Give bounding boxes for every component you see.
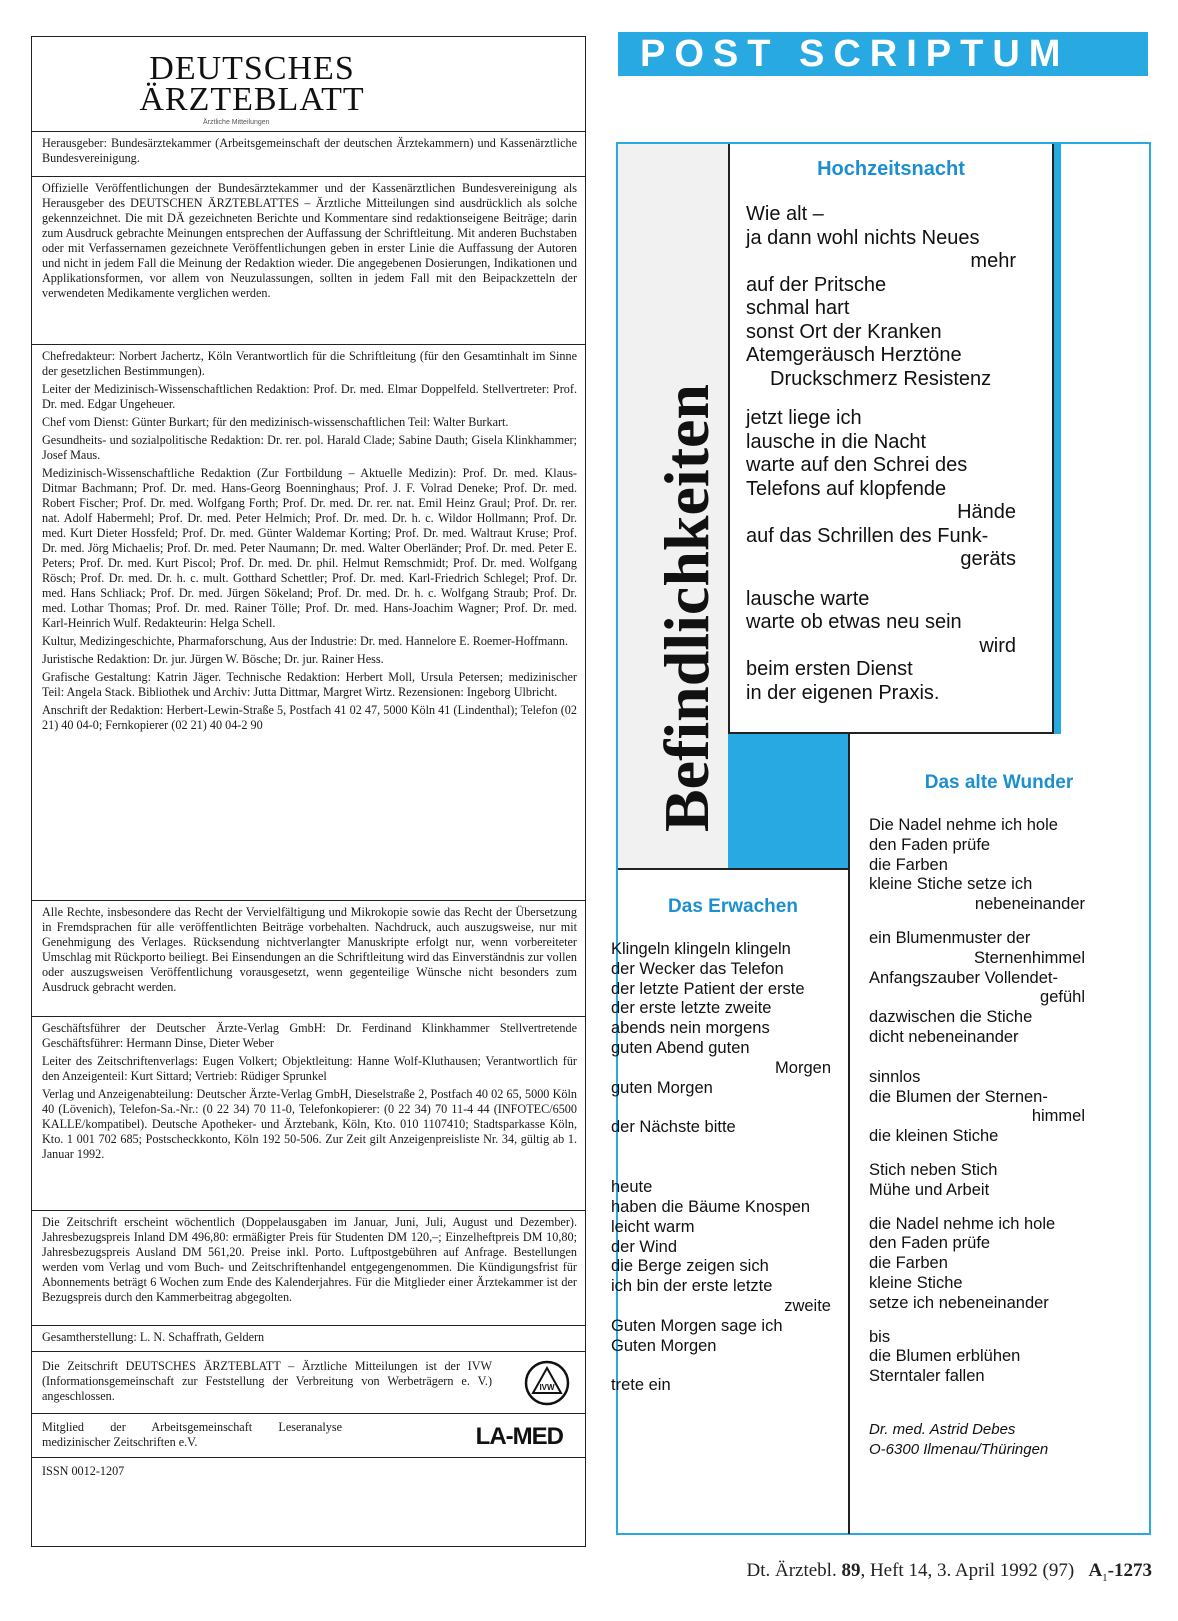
ivw-logo-icon [523,1359,571,1407]
rights-text: Alle Rechte, insbesondere das Recht der Vervielfältigung und Mikrokopie sowie das Recht der Übersetzung in Fremdsprachen für alle veröffentlichten Beiträge vorbehalten. Nachdruck, auch auszugsweise, nur mit Genehmigung des Verlages. Rücksendung nichtverlangter Manuskripte erfolgt nur, wenn vorbereiteter Umschlag mit Rückporto beiliegt. Bei Einsendungen an die Schriftleitung wird das Einverständnis zur vollen oder auszugsweisen Veröffentlichung vorausgesetzt, wenn gegenteilige Wünsche nicht besonders zum Ausdruck gebracht werden. [42,905,577,994]
poem-line: Sterntaler fallen [869,1367,985,1386]
poem-line: ja dann wohl nichts Neues [746,226,980,249]
poem-line: Atemgeräusch Herztöne [746,344,962,366]
poem-line: guten Morgen [611,1078,713,1097]
masthead [32,37,585,132]
imprint-ivw [32,1352,585,1414]
publishing-paragraph: Verlag und Anzeigenabteilung: Deutscher Ärzte-Verlag GmbH, Dieselstraße 2, Postfach 40 02 65, 5000 Köln 40 (Lövenich), Telefon-Sa.-Nr.: (0 22 34) 70 11-0, Telefonkopierer: (0 22 34) 70 11-4 44 (INFOTEC/6500 KALLE/kompatibel). Deutsche Apotheker- und Ärztebank, Köln, Kto. 010 1107410; Stadtsparkasse Köln, Kto. 1 001 702 685; Postscheckkonto, Köln 192 50-506. Zur Zeit gilt Anzeigenpreisliste Nr. 34, gültig ab 1. Januar 1992. [42,1087,577,1161]
poem3-title: Das Erwachen [668,896,798,917]
svg-text:IVW: IVW [539,1383,555,1392]
poem-line: der erste letzte zweite [611,999,772,1018]
poem-line: Sternenhimmel [974,948,1085,967]
poem-line: der Wind [611,1237,678,1256]
poem1-body [746,203,1016,705]
poem-line: mehr [970,250,1016,272]
poem-line: kleine Stiche setze ich [869,875,1033,894]
page-footer [672,1560,1152,1584]
poem-line: die Blumen der Sternen- [869,1087,1048,1106]
blue-block-middle [728,734,848,868]
poem-line: die Farben [869,855,948,874]
imprint-lamed [32,1414,585,1458]
imprint-publishing [32,1017,585,1211]
poem-line: auf das Schrillen des Funk- [746,524,989,547]
poem-line: Druckschmerz Resistenz [770,367,992,390]
issn-text: ISSN 0012-1207 [42,1464,125,1478]
poem-line: der Wecker das Telefon [611,959,784,978]
poem2-credit [869,1420,1048,1460]
imprint-official [32,177,585,345]
imprint-publisher [32,132,585,177]
poem-line: zweite [784,1296,831,1315]
poem-line: sonst Ort der Kranken [746,320,942,343]
poem-line: die Nadel nehme ich hole [869,1214,1056,1233]
masthead-title-line2: ÄRZTEBLATT [139,81,365,118]
editorial-paragraph: Gesundheits- und sozialpolitische Redaktion: Dr. rer. pol. Harald Clade; Sabine Dauth; Gisela Klinkhammer; Josef Maus. [42,433,577,462]
poem-line: warte auf den Schrei des [746,454,968,476]
poem2-title: Das alte Wunder [924,772,1074,793]
poem2-body [869,816,1085,1387]
poem-line: heute [611,1178,653,1197]
publisher-text: Herausgeber: Bundesärztekammer (Arbeitsgemeinschaft der deutschen Ärztekammern) und Kassenärztliche Bundesvereinigung. [42,136,577,165]
poem1-title: Hochzeitsnacht [817,158,965,180]
poem-line: kleine Stiche [869,1273,963,1292]
poem-line: trete ein [611,1376,671,1395]
publishing-paragraph: Leiter des Zeitschriftenverlags: Eugen Volkert; Objektleitung: Hanne Wolf-Kluthausen; Verantwortlich für den Anzeigenteil: Kurt Sittard; Vertrieb: Rüdiger Sprunkel [42,1054,577,1083]
poem-line: nebeneinander [974,895,1085,914]
post-scriptum-label: POST SCRIPTUM [640,33,1070,75]
footer-page-number: -1273 [1107,1560,1152,1581]
subscription-text: Die Zeitschrift erscheint wöchentlich (Doppelausgaben im Januar, Juni, Juli, August und Dezember). Jahresbezugspreis Inland DM 496,80: ermäßigter Preis für Studenten DM 120,–; Einzelheftpreis DM 10,80; Jahresbezugspreis Ausland DM 561,20. Preise inkl. Porto. Luftpostgebühren auf Anfrage. Bestellungen werden vom Verlag und vom Buch- und Zeitschriftenhandel entgegengenommen. Die Kündigungsfrist für Abonnements beträgt 6 Wochen zum Ende des Kalenderjahres. Für die Mitglieder einer Ärztekammer ist der Bezugspreis durch den Kammerbeitrag abgegolten. [42,1215,577,1304]
poem-line: Telefons auf klopfende [746,477,947,500]
poem-line: haben die Bäume Knospen [611,1197,811,1216]
poem-line: der letzte Patient der erste [611,979,805,998]
masthead-subtitle: Ärztliche Mitteilungen [203,119,270,126]
poem-line: leicht warm [611,1217,695,1236]
poem-line: der Nächste bitte [611,1118,736,1137]
poem-line: beim ersten Dienst [746,658,913,680]
editorial-paragraph: Anschrift der Redaktion: Herbert-Lewin-Straße 5, Postfach 41 02 47, 5000 Köln 41 (Lindenthal); Telefon (02 21) 40 04-0; Fernkopierer (02 21) 40 04-2 90 [42,703,577,732]
ivw-text: Die Zeitschrift DEUTSCHES ÄRZTEBLATT – Ärztliche Mitteilungen ist der IVW (Informationsgemeinschaft zur Feststellung der Verbreitung von Werbeträgern e. V.) angeschlossen. [42,1359,492,1403]
editorial-paragraph: Juristische Redaktion: Dr. jur. Jürgen W. Bösche; Dr. jur. Rainer Hess. [42,652,384,666]
poem-line: lausche in die Nacht [746,430,927,453]
poem-line: Hände [957,501,1016,523]
editorial-paragraph: Medizinisch-Wissenschaftliche Redaktion (Zur Fortbildung – Aktuelle Medizin): Prof. Dr. med. Klaus-Ditmar Bachmann; Prof. Dr. med. Hans-Georg Boenninghaus; Prof. J. F. Volrad Deneke; Prof. Dr. med. Robert Fischer; Prof. Dr. med. Wolfgang Forth; Prof. Dr. med. Dr. rer. nat. Emil Heinz Graul; Prof. Dr. rer. nat. Adolf Habermehl; Prof. Dr. med. Peter Helmich; Prof. Dr. med. Dr. h. c. Wildor Hollmann; Prof. Dr. med. Kurt Dieter Hossfeld; Prof. Dr. med. Günter Waldemar Korting; Prof. Dr. med. Waltraut Kruse; Prof. Dr. med. Jörg Michaelis; Prof. Dr. med. Peter Naumann; Dr. med. Walter Oberländer; Prof. Dr. med. Peter E. Peters; Prof. Dr. med. Kurt Piscol; Prof. Dr. med. Dr. phil. Helmut Remschmidt; Prof. Dr. med. Wolfgang Rösch; Prof. Dr. med. Dr. h. c. mult. Gotthard Schettler; Prof. Dr. med. Karl-Friedrich Schlegel; Prof. Dr. med. Hans Schliack; Prof. Dr. med. Jürgen Sökeland; Prof. Dr. med. Dr. h. c. Wolfgang Straub; Prof. Dr. med. Lothar Thomas; Prof. Dr. med. Rainer Tölle; Prof. Dr. med. Hans-Joachim Wagner; Prof. Dr. med. Karl-Heinrich Wulf. Redakteurin: Helga Schell. [42,466,577,630]
imprint-subscription [32,1211,585,1326]
author-name: Dr. med. Astrid Debes [869,1421,1016,1438]
editorial-paragraph: Chef vom Dienst: Günter Burkart; für den medizinisch-wissenschaftlichen Teil: Walter Burkart. [42,415,509,429]
poem-line: Guten Morgen [611,1336,717,1355]
poem-line: den Faden prüfe [869,1234,991,1253]
footer-page-sub: 1 [1102,1571,1108,1584]
poem-line: bis [869,1327,891,1346]
author-location: O-6300 Ilmenau/Thüringen [869,1441,1049,1458]
poem-line: die kleinen Stiche [869,1127,999,1146]
poem-line: dazwischen die Stiche [869,1008,1033,1027]
poem-line: gefühl [1040,988,1085,1007]
footer-page-prefix: A [1088,1560,1103,1581]
lamed-text: Mitglied der Arbeitsgemeinschaft Leseranalyse medizinischer Zeitschriften e.V. [42,1419,342,1449]
poem-line: jetzt liege ich [746,407,862,429]
poem-line: wird [979,634,1016,657]
poem-line: Morgen [775,1058,831,1077]
poem-line: himmel [1031,1107,1085,1126]
poem-line: Die Nadel nehme ich hole [869,816,1058,834]
poem-line: setze ich nebeneinander [869,1293,1049,1312]
footer-issue: , Heft 14, 3. April 1992 (97) [860,1560,1075,1581]
section-title-text: Befindlichkeiten [651,383,722,833]
imprint-rights [32,901,585,1017]
lamed-logo: LA-MED [475,1422,563,1450]
imprint-printer [32,1326,585,1352]
poem-line: schmal hart [746,297,850,319]
imprint-issn [32,1458,585,1486]
poem-line: die Farben [869,1254,948,1273]
poem-line: Mühe und Arbeit [869,1180,990,1199]
editorial-paragraph: Leiter der Medizinisch-Wissenschaftlichen Redaktion: Prof. Dr. med. Elmar Doppelfeld. Stellvertreter: Prof. Dr. med. Edgar Ungeheuer. [42,382,577,411]
poem-line: geräts [960,548,1016,570]
poem-line: ich bin der erste letzte [611,1277,773,1296]
poem-line: sinnlos [869,1067,921,1086]
blue-strip-right [1054,144,1061,734]
post-scriptum-banner [618,32,1148,76]
poem-line: ein Blumenmuster der [869,928,1031,947]
footer-journal: Dt. Ärztebl. [746,1560,837,1581]
poem-line: Stich neben Stich [869,1160,998,1179]
official-text: Offizielle Veröffentlichungen der Bundesärztekammer und der Kassenärztlichen Bundesvereinigung als Herausgeber des DEUTSCHEN ÄRZTEBLATTES – Ärztliche Mitteilungen sind ausdrücklich als solche gekennzeichnet. Die mit DÄ gezeichneten Berichte und Kommentare sind redaktionseigene Beiträge; darin zum Ausdruck gebrachte Meinungen entsprechen der Auffassung der Schriftleitung. Mit anderen Buchstaben oder mit Verfassernamen gezeichnete Veröffentlichungen geben in erster Linie die Auffassung der Autoren und nicht in jedem Fall die Meinung der Redaktion wieder. Die angegebenen Dosierungen, Indikationen und Applikationsformen, vor allem von Neuzulassungen, sollten in jedem Fall mit den Beipackzetteln der verwendeten Medikamente verglichen werden. [42,181,577,300]
poem-line: auf der Pritsche [746,273,887,296]
poem-line: Anfangszauber Vollendet- [869,968,1058,987]
poem-line: dicht nebeneinander [869,1027,1019,1046]
poem-line: die Blumen erblühen [869,1347,1021,1366]
poem-line: guten Abend guten [611,1038,750,1057]
poem-line: lausche warte [746,587,870,610]
poem-line: Klingeln klingeln klingeln [611,940,791,958]
poem-line: Guten Morgen sage ich [611,1316,783,1335]
masthead-title-line1: DEUTSCHES [149,50,355,87]
publishing-paragraph: Geschäftsführer der Deutscher Ärzte-Verlag GmbH: Dr. Ferdinand Klinkhammer Stellvertretende Geschäftsführer: Hermann Dinse, Dieter Weber [42,1021,577,1050]
poem-line: warte ob etwas neu sein [746,611,962,633]
poem-line: die Berge zeigen sich [611,1257,769,1276]
printer-text: Gesamtherstellung: L. N. Schaffrath, Geldern [42,1330,265,1344]
poem-line: den Faden prüfe [869,835,991,854]
poem3-body [611,940,831,1396]
section-title-vertical [632,378,742,838]
imprint-editorial [32,345,585,901]
editorial-paragraph: Grafische Gestaltung: Katrin Jäger. Technische Redaktion: Herbert Moll, Ursula Petersen; medizinischer Teil: Angela Stack. Bibliothek und Archiv: Jutta Dittmar, Margret Wirtz. Rezensionen: Ingeborg Ulbricht. [42,670,577,699]
editorial-paragraph: Kultur, Medizingeschichte, Pharmaforschung, Aus der Industrie: Dr. med. Hannelore E. Roemer-Hoffmann. [42,634,569,648]
footer-volume: 89 [841,1560,861,1581]
poem-line: in der eigenen Praxis. [746,681,940,704]
poem-line: Wie alt – [746,203,824,225]
editorial-paragraph: Chefredakteur: Norbert Jachertz, Köln Verantwortlich für die Schriftleitung (für den Gesamtinhalt im Sinne der gesetzlichen Bestimmungen). [42,349,577,378]
poem-line: abends nein morgens [611,1019,770,1038]
imprint-column [31,36,586,1547]
